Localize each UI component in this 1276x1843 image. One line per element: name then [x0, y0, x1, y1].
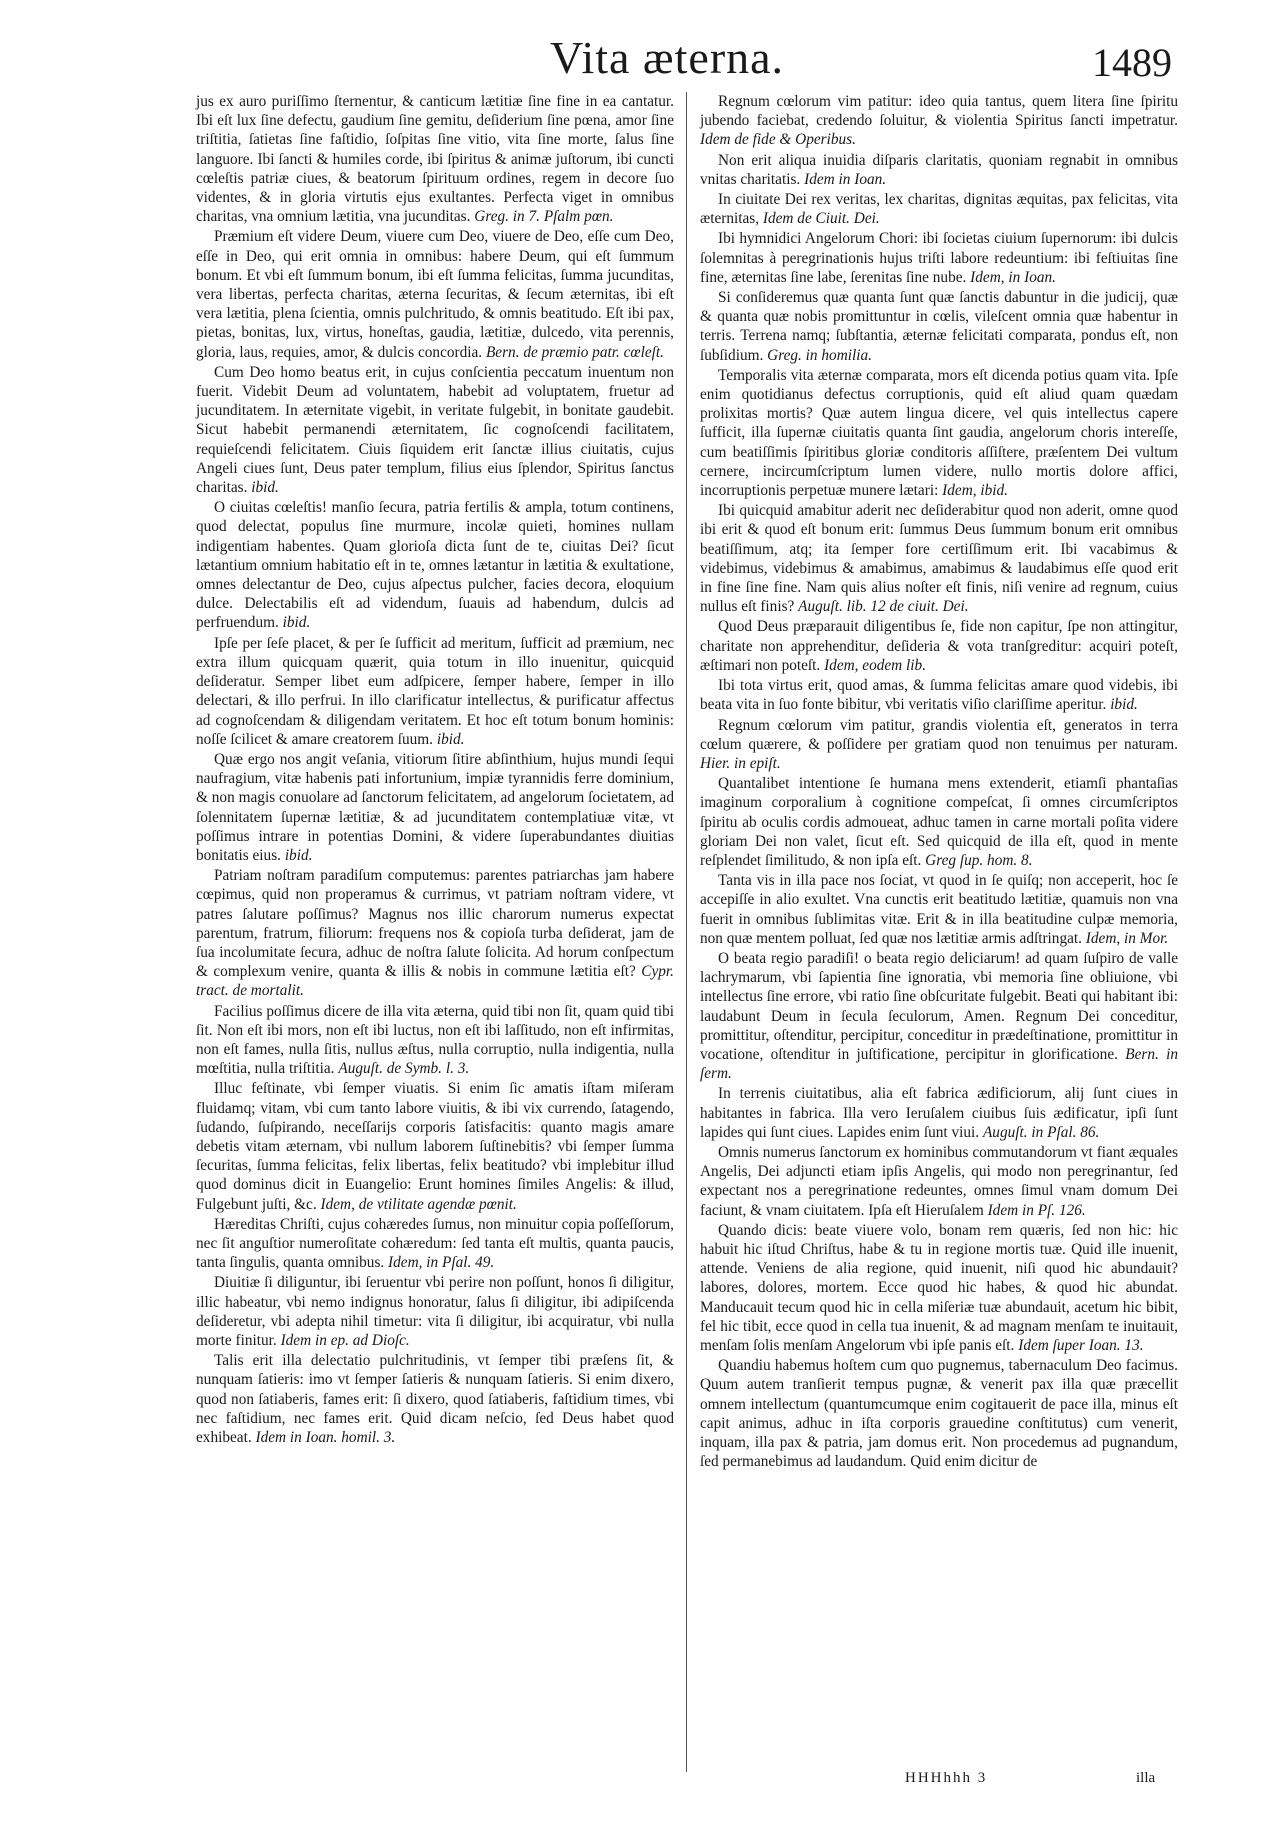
paragraph-text: Præmium eſt videre Deum, viuere cum Deo, viuere de Deo, eſſe cum Deo, eſſe in Deo, qui erit omnia in omnibus: habere Deum, qui eſt ſummum bonum. Et vbi eſt ſummum bonum, ibi eſt ſumma felicitas, ſumma jucunditas, vera libertas, perfecta charitas, æterna ſecuritas, & ſecum æternitas, ibi eſt vera lætitia, plena ſcientia, omnis pulchritudo, & omnis beatitudo. Eſt ibi pax, pietas, bonitas, lux, virtus, honeſtas, gaudia, lætitiæ, dulcedo, vita perennis, gloria, laus, requies, amor, & dulcis concordia.: [196, 228, 674, 361]
citation: Idem, eodem lib.: [824, 656, 927, 674]
citation: Idem de fide & Operibus.: [700, 131, 856, 149]
citation: Auguſt. in Pſal. 86.: [982, 1123, 1100, 1141]
citation: ibid.: [436, 730, 465, 748]
page-number: 1489: [1092, 40, 1172, 85]
paragraph: [196, 1273, 674, 1350]
paragraph-text: Quod Deus præparauit diligentibus ſe, fide non capitur, ſpe non attingitur, charitate non apprehenditur, deſideria & vota tranſgreditur: acquiri poteſt, æſtimari non poteſt.: [700, 618, 1178, 674]
paragraph-text: In ciuitate Dei rex veritas, lex charitas, dignitas æquitas, pax felicitas, vita æternitas,: [700, 191, 1178, 228]
citation: Idem in Pſ. 126.: [987, 1201, 1086, 1219]
paragraph-text: Ibi quicquid amabitur aderit nec deſiderabitur quod non aderit, omne quod ibi erit & quod eſt bonum erit: ſummus Deus ſummum bonum erit omnibus beatiſſimum, atq; ita ſemper fore certiſſimum erit. Ibi vacabimus & videbimus, videbimus & amabimus, amabimus & laudabimus eſſe quod erit in fine ſine fine. Nam quis alius noſter eſt finis, niſi venire ad regnum, cuius nullus eſt finis?: [700, 502, 1178, 616]
paragraph: [196, 866, 674, 1000]
paragraph-text: Diuitiæ ſi diliguntur, ibi ſeruentur vbi perire non poſſunt, honos ſi diligitur, illic habeatur, vbi nemo indignus honoratur, ſalus ſi diligitur, ibi adipiſcenda deſideretur, vbi adepta nihil timetur: vita ſi diligitur, ibi acquiratur, vbi nulla morte finitur.: [196, 1274, 674, 1349]
paragraph-text: Regnum cœlorum vim patitur: ideo quia tantus, quem litera ſine ſpiritu jubendo faciebat, credendo ſoluitur, & violentia Spiritus ſancti impetratur.: [700, 93, 1178, 130]
paragraph-text: Omnis numerus ſanctorum ex hominibus commutandorum vt fiant æquales Angelis, Dei adjuncti etiam ipſis Angelis, qui modo non peregrinantur, ſed expectant nos a peregrinatione redeuntes, omnes ſimul vnam domum Dei faciunt, & vnam ciuitatem. Ipſa eſt Hieruſalem: [700, 1143, 1178, 1219]
paragraph-text: In terrenis ciuitatibus, alia eſt fabrica ædificiorum, alij ſunt ciues in habitantes in fabrica. Illa vero Ieruſalem ciuibus ſuis ædificatur, ipſi ſunt lapides qui ſunt ciues. Lapides enim ſunt viui.: [700, 1085, 1178, 1141]
citation: Idem in ep. ad Dioſc.: [280, 1332, 410, 1349]
paragraph: [700, 366, 1178, 500]
citation: ibid.: [1110, 696, 1138, 714]
paragraph: [700, 949, 1178, 1083]
paragraph-text: O ciuitas cœleſtis! manſio ſecura, patria fertilis & ampla, totum continens, quod delectat, populus ſine murmure, incolæ quieti, homines nullam indigentiam habentes. Quam glorioſa dicta ſunt de te, ciuitas Dei? ſicut lætantium omnium habitatio eſt in te, omnes lætantur in lætitia & exultatione, omnes delectantur de Deo, cujus aſpectus pulcher, facies decora, eloquium dulce. Delectabilis eſt ad videndum, ſuauis ad habendum, dulcis ad perfruendum.: [196, 499, 674, 632]
paragraph: [700, 676, 1178, 714]
paragraph: [196, 227, 674, 361]
paragraph-text: Ibi hymnidici Angelorum Chori: ibi ſocietas ciuium ſupernorum: ibi dulcis ſolemnitas à peregrinationis hujus triſti labore redeuntium: ibi feſtiuitas ſine fine, æternitas ſine labe, ſerenitas ſine nube.: [700, 230, 1178, 286]
running-title: Vita æterna.: [550, 32, 785, 83]
paragraph: [700, 716, 1178, 774]
citation: Hier. in epiſt.: [700, 754, 781, 772]
paragraph-text: O beata regio paradiſi! o beata regio deliciarum! ad quam ſuſpiro de valle lachrymarum, vbi ſapientia ſine ignoratia, vbi memoria ſine obliuione, vbi intellectus ſine errore, vbi ratio ſine obſcuritate fulgebit. Beati qui habitant ibi: laudabunt Deum in ſecula ſeculorum, Amen. Regnum Dei conceditur, promittitur, oſtenditur, percipitur, conceditur in prædeſtinatione, promittitur in vocatione, oſtenditur in juſtificatione, percipitur in glorificatione.: [700, 949, 1178, 1063]
paragraph: [196, 1351, 674, 1447]
citation: Bern. de præmio patr. cœleſt.: [485, 343, 664, 361]
paragraph-text: Illuc feſtinate, vbi ſemper viuatis. Si enim ſic amatis iſtam miſeram fluidamq; vitam, vbi cum tanto labore viuitis, & ibi vix currendo, ſatagendo, ſudando, ſuſpirando, neceſſarijs corporis ſatisfacitis: quanto magis amare debetis vitam æternam, vbi nullum laborem ſuſtinebitis? vbi ſemper ſumma ſecuritas, ſumma felicitas, felix libertas, felix beatitudo? vbi implebitur illud quod dominus dicit in Euangelio: Erunt homines ſimiles Angelis: & illud, Fulgebunt juſti, &c.: [196, 1080, 674, 1213]
paragraph-text: Si conſideremus quæ quanta ſunt quæ ſanctis dabuntur in die judicij, quæ & quanta quæ nobis promittuntur in cœlis, vileſcent omnia quæ habentur in terris. Terrena namq; ſubſtantia, æternæ felicitati comparata, pondus eſt, non ſubſidium.: [700, 289, 1178, 364]
citation: Idem ſuper Ioan. 13.: [1018, 1337, 1144, 1354]
paragraph: [700, 871, 1178, 948]
paragraph-text: Hæreditas Chriſti, cujus cohæredes ſumus, non minuitur copia poſſeſſorum, nec ſit anguſtior numeroſitate cohæredum: ſed tanta eſt multis, quanta paucis, tanta ſingulis, quanta omnibus.: [196, 1215, 674, 1272]
paragraph-text: jus ex auro puriſſimo ſternentur, & canticum lætitiæ ſine fine in ea cantatur. Ibi eſt lux ſine defectu, gaudium ſine gemitu, deſiderium ſine pœna, amor ſine triſtitia, ſatietas ſine faſtidio, ſoſpitas ſine vitio, vita ſine morte, ſalus ſine languore. Ibi ſancti & humiles corde, ibi ſpiritus & animæ juſtorum, ibi cuncti cœleſtis patriæ ciues, & beatorum ſpirituum ordines, regem in decore ſuo videntes, & in gloria virtutis ejus exultantes. Perfecta viget in omnibus charitas, vna omnium lætitia, vna jucunditas.: [196, 93, 674, 226]
paragraph: [196, 1002, 674, 1079]
citation: Idem in Ioan. homil. 3.: [255, 1429, 396, 1447]
citation: ibid.: [284, 846, 313, 864]
paragraph-text: Regnum cœlorum vim patitur, grandis violentia eſt, generatos in terra cœlum quærere, & poſſidere per gratiam quod non tenuimus per naturam.: [700, 716, 1178, 753]
citation: Idem in Ioan.: [804, 170, 887, 188]
citation: Greg. in 7. Pſalm pœn.: [474, 208, 614, 226]
paragraph: [700, 774, 1178, 870]
citation: ibid.: [282, 614, 311, 632]
citation: Auguſt. de Symb. l. 3.: [338, 1060, 470, 1078]
citation: Greg. in homilia.: [767, 346, 872, 364]
citation: ibid.: [251, 479, 279, 497]
paragraph: [196, 1079, 674, 1213]
citation: Cypr. tract. de mortalit.: [196, 963, 674, 1000]
citation: Idem, in Mor.: [1085, 929, 1169, 947]
citation: Idem, de vtilitate agendæ pœnit.: [320, 1195, 517, 1213]
paragraph-text: Temporalis vita æternæ comparata, mors eſt dicenda potius quam vita. Ipſe enim quotidianus defectus corruptionis, quid eſt aliud quam quædam prolixitas mortis? Quæ autem lingua dicere, vel quis intellectus capere ſufficit, illa ſupernæ ciuitatis quanta ſint gaudia, angelorum choris intereſſe, cum beatiſſimis ſpiritibus gloriæ conditoris aſſiſtere, præſentem Dei vultum cernere, incircumſcriptum lumen videre, nullo mortis dolore affici, incorruptionis perpetuæ munere lætari:: [700, 366, 1178, 500]
catchword: illa: [1136, 1770, 1156, 1786]
paragraph-text: Ipſe per ſeſe placet, & per ſe ſufficit ad meritum, ſufficit ad præmium, nec extra illum quicquam quærit, quia totum in illo inuenitur, quicquid deſideratur. Semper libet eum adſpicere, ſemper habere, ſemper in illo delectari, & illo perfrui. In illo clarificatur intellectus, & purificatur affectus ad cognoſcendam & diligendam veritatem. Et hoc eſt totum bonum hominis: noſſe ſcilicet & amare creatorem ſuum.: [196, 634, 674, 748]
paragraph: [700, 1221, 1178, 1355]
signature-mark: HHHhhh 3: [905, 1770, 988, 1786]
citation: Idem, in Ioan.: [970, 268, 1056, 286]
paragraph-text: Cum Deo homo beatus erit, in cujus conſcientia peccatum inuentum non fuerit. Videbit Deum ad voluntatem, habebit ad voluptatem, fruetur ad jucunditatem. In æternitate vigebit, in veritate fulgebit, in bonitate gaudebit. Sicut habebit permanendi æternitatem, ſic cognoſcendi facilitatem, requieſcendi felicitatem. Ciuis ſiquidem erit ſanctæ illius ciuitatis, cujus Angeli ciues ſunt, Deus pater templum, filius eius ſplendor, Spiritus ſanctus charitas.: [196, 363, 674, 497]
citation: Auguſt. lib. 12 de ciuit. Dei.: [798, 598, 969, 616]
paragraph: [700, 1143, 1178, 1220]
paragraph: [700, 190, 1178, 228]
paragraph: [700, 617, 1178, 675]
paragraph-text: Patriam noſtram paradiſum computemus: parentes patriarchas jam habere cœpimus, quid non properamus & currimus, vt patriam noſtram videre, vt patres ſalutare poſſimus? Magnus nos illic charorum numerus expectat parentum, fratrum, filiorum: frequens nos & copioſa turba deſiderat, jam de ſua incolumitate ſecura, adhuc de noſtra ſalute ſolicita. Ad horum conſpectum & complexum venire, quanta & illis & nobis in commune lætitia eſt?: [196, 867, 674, 981]
paragraph-text: Quandiu habemus hoſtem cum quo pugnemus, tabernaculum Deo facimus. Quum autem tranſierit tempus pugnæ, & venerit pax illa quæ præcellit omnem intellectum (quantumcumque enim cogitauerit de pace illa, minus eſt capit animus, adhuc in iſta corporis grauedine conſtitutus) cum venerit, inquam, illa pax & patria, jam domus erit. Non procedemus ad pugnandum, ſed permanebimus ad laudandum. Quid enim dicitur de: [700, 1357, 1178, 1471]
paragraph: [700, 1356, 1178, 1471]
citation: Idem de Ciuit. Dei.: [762, 210, 880, 228]
paragraph: [196, 498, 674, 632]
left-column: [196, 92, 674, 1448]
paragraph-text: Talis erit illa delectatio pulchritudinis, vt ſemper tibi præſens ſit, & nunquam ſatieris: imo vt ſemper ſatieris & nunquam ſatieris. Si enim dixero, quod non ſatiaberis, fames erit: ſi dixero, quod ſatiaberis, faſtidium times, vbi nec faſtidium, nec fames erit. Quid dicam neſcio, ſed Deus habet quod exhibeat.: [196, 1352, 674, 1447]
right-column: [700, 92, 1178, 1472]
citation: Idem, ibid.: [942, 482, 1009, 500]
citation: Greg ſup. hom. 8.: [925, 851, 1033, 869]
paragraph: [196, 363, 674, 497]
paragraph: [700, 151, 1178, 189]
paragraph-text: Tanta vis in illa pace nos ſociat, vt quod in ſe quiſq; non acceperit, hoc ſe accepiſſe in alio exultet. Vna cunctis erit beatitudo lætitiæ, quamuis non vna fuerit in omnibus ſublimitas vitæ. Erit & in illa beatitudine culpæ memoria, non quæ mentem polluat, ſed quæ nos lætitiæ armis adſtringat.: [700, 872, 1178, 947]
paragraph: [700, 1084, 1178, 1142]
paragraph: [196, 92, 674, 226]
paragraph-text: Quando dicis: beate viuere volo, bonam rem quæris, ſed non hic: hic habuit hic iſtud Chriſtus, habe & tu in regione mortis tuæ. Quid ille inuenit, attende. Veniens de alia regione, quid inuenit, niſi quod hic abundauit? labores, dolores, mortem. Ecce quod hic habes, & quod hic abundat. Manducauit tecum quod hic in cella miſeriæ tuæ abundauit, acetum hic bibit, fel hic tibit, ecce quod in cella tua inuenit, & ad magnam menſam te inuitauit, menſam ſolis menſam Angelorum vbi ipſe panis eſt.: [700, 1221, 1178, 1354]
paragraph: [700, 288, 1178, 365]
citation: Idem, in Pſal. 49.: [388, 1254, 495, 1272]
paragraph-text: Quantalibet intentione ſe humana mens extenderit, etiamſi phantaſias imaginum corporalium à cognitione compeſcat, ſi omnes circumſcriptos ſpiritu ab oculis cordis admoueat, adhuc tamen in carne mortali poſita videre gloriam Dei non valet, ſicut eſt. Sed quicquid de illa eſt, quod in mente reſplendet ſimilitudo, & non ipſa eſt.: [700, 775, 1178, 869]
paragraph: [196, 750, 674, 865]
page-header: [0, 28, 1276, 98]
paragraph-text: Non erit aliqua inuidia diſparis claritatis, quoniam regnabit in omnibus vnitas charitatis.: [700, 151, 1178, 188]
paragraph: [700, 229, 1178, 287]
paragraph-text: Facilius poſſimus dicere de illa vita æterna, quid tibi non ſit, quam quid tibi ſit. Non eſt ibi mors, non eſt ibi luctus, non eſt ibi laſſitudo, non eſt infirmitas, non eſt fames, nulla ſitis, nullus æſtus, nulla corruptio, nulla indigentia, nulla mœſtitia, nulla triſtitia.: [196, 1002, 674, 1078]
column-divider: [686, 92, 687, 1772]
paragraph-text: Ibi tota virtus erit, quod amas, & ſumma felicitas amare quod videbis, ibi beata vita in ſuo fonte bibitur, vbi veritatis viſio clariſſime aperitur.: [700, 677, 1178, 714]
paragraph: [700, 501, 1178, 616]
paragraph: [196, 1215, 674, 1273]
citation: Bern. in ſerm.: [700, 1045, 1178, 1083]
paragraph: [700, 92, 1178, 150]
paragraph-text: Quæ ergo nos angit veſania, vitiorum ſitire abſinthium, hujus mundi ſequi naufragium, vitæ habenis pati infortunium, impiæ tyrannidis ferre dominium, & non magis conuolare ad ſanctorum felicitatem, ad angelorum ſocietatem, ad ſolennitatem ſupernæ lætitiæ, & ad jucunditatem contemplatiuæ vitæ, vt poſſimus intrare in potentias Domini, & videre ſuperabundantes diuitias bonitatis eius.: [196, 750, 674, 864]
paragraph: [196, 634, 674, 749]
